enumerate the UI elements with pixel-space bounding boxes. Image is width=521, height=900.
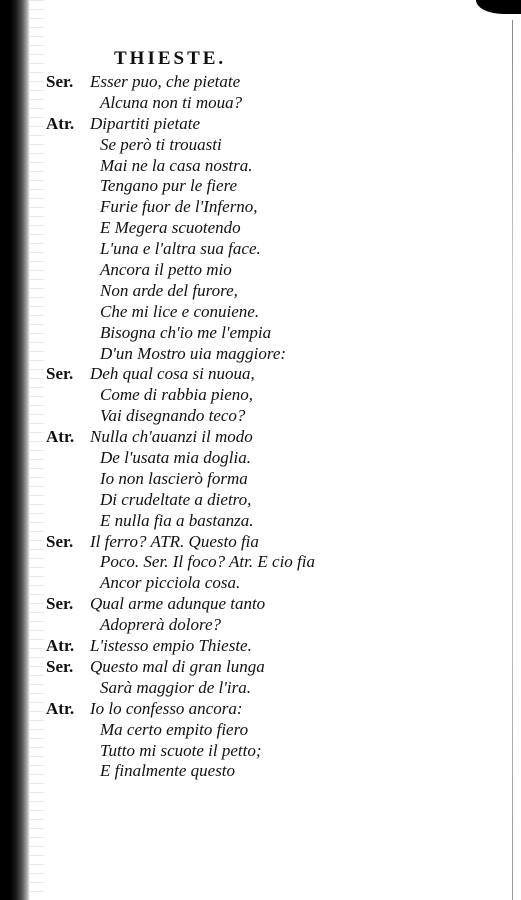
verse-line: [0, 532, 500, 553]
running-head: THIESTE.: [114, 48, 227, 69]
verse-text: Che mi lice e conuiene.: [100, 301, 260, 321]
verse-text: Io non lascierò forma: [100, 468, 248, 488]
verse-text: Il ferro? ATR. Questo fia: [90, 531, 259, 551]
verse-line: [0, 720, 500, 741]
verse-line: [0, 511, 500, 532]
verse-text: Questo mal di gran lunga: [90, 656, 265, 676]
verse-text: E finalmente questo: [100, 761, 236, 781]
verse-text: Bisogna ch'io me l'empia: [100, 322, 272, 342]
verse-line: [0, 615, 500, 636]
verse-text: Ancor picciola cosa.: [100, 573, 241, 593]
verse-line: [0, 678, 500, 699]
verse-line: [0, 323, 500, 344]
verse-line: [0, 552, 500, 573]
verse-line: [0, 636, 500, 657]
verse-text: L'una e l'altra sua face.: [100, 239, 261, 259]
verse-line: [0, 385, 500, 406]
verse-line: [0, 176, 500, 197]
verse-line: [0, 344, 500, 365]
verse-text: Qual arme adunque tanto: [90, 594, 266, 614]
verse-line: [0, 364, 500, 385]
verse-text: Deh qual cosa si nuoua,: [90, 364, 255, 384]
verse-line: [0, 469, 500, 490]
verse-text: Ancora il petto mio: [100, 260, 232, 280]
verse-line: [0, 93, 500, 114]
verse-line: [0, 302, 500, 323]
verse-line: [0, 573, 500, 594]
verse-line: [0, 594, 500, 615]
verse-text: D'un Mostro uia maggiore:: [100, 343, 287, 363]
speaker-label: Ser.: [46, 531, 74, 551]
verse-text: Dipartiti pietate: [90, 113, 201, 133]
verse-text: Vai disegnando teco?: [100, 406, 246, 426]
verse-text: Adoprerà dolore?: [100, 615, 222, 635]
verse-line: [0, 197, 500, 218]
speaker-label: Atr.: [46, 113, 75, 133]
page-edge: [512, 20, 513, 900]
verse-line: [0, 239, 500, 260]
verse-text: Sarà maggior de l'ira.: [100, 677, 251, 697]
verse-line: [0, 281, 500, 302]
verse-line: [0, 218, 500, 239]
speaker-label: Atr.: [46, 636, 75, 656]
verse-line: [0, 490, 500, 511]
speaker-label: Atr.: [46, 698, 75, 718]
verse-text: Non arde del furore,: [100, 280, 238, 300]
verse-text: Nulla ch'auanzi il modo: [90, 427, 253, 447]
speaker-label: Ser.: [46, 72, 74, 91]
verse-text: E Megera scuotendo: [100, 218, 241, 238]
verse-text: De l'usata mia doglia.: [100, 448, 251, 468]
verse-line: [0, 427, 500, 448]
verse-line: [0, 156, 500, 177]
verse-text: Tutto mi scuote il petto;: [100, 740, 262, 760]
verse-line: [0, 135, 500, 156]
verse-text: Ma certo empito fiero: [100, 719, 249, 739]
speaker-label: Ser.: [46, 364, 74, 384]
verse-line: [0, 699, 500, 720]
corner-ink-blot: [476, 0, 521, 14]
verse-line: [0, 761, 500, 782]
verse-text: Io lo confesso ancora:: [90, 698, 243, 718]
verse-text: Come di rabbia pieno,: [100, 385, 253, 405]
verse-text: Furie fuor de l'Inferno,: [100, 197, 258, 217]
verse-text: Esser puo, che pietate: [90, 72, 241, 91]
verse-line: [0, 657, 500, 678]
verse-text: E nulla fia a bastanza.: [100, 510, 254, 530]
speaker-label: Ser.: [46, 656, 74, 676]
verse-block: [0, 72, 500, 782]
verse-text: Alcuna non ti moua?: [100, 92, 243, 112]
verse-text: Poco. Ser. Il foco? Atr. E cio fia: [100, 552, 315, 572]
verse-line: [0, 406, 500, 427]
speaker-label: Atr.: [46, 427, 75, 447]
verse-text: Di crudeltate a dietro,: [100, 489, 252, 509]
verse-text: Mai ne la casa nostra.: [100, 155, 253, 175]
verse-line: [0, 260, 500, 281]
verse-text: L'istesso empio Thieste.: [90, 636, 252, 656]
speaker-label: Ser.: [46, 594, 74, 614]
verse-text: Tengano pur le fiere: [100, 176, 238, 196]
verse-line: [0, 114, 500, 135]
verse-line: [0, 448, 500, 469]
verse-line: [0, 72, 500, 93]
verse-text: Se però ti trouasti: [100, 134, 222, 154]
verse-line: [0, 741, 500, 762]
